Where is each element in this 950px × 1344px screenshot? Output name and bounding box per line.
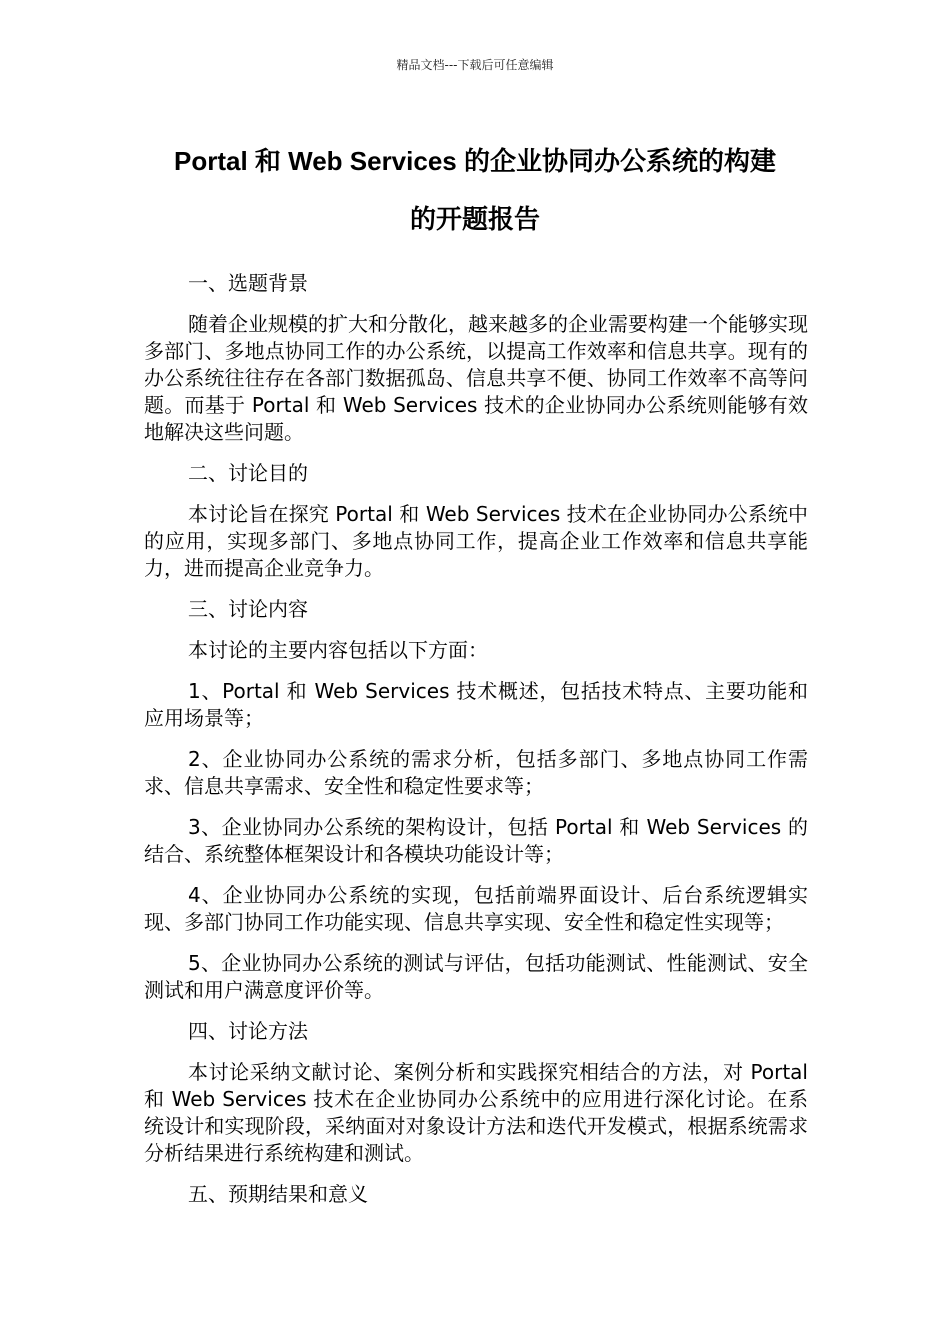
- section-heading-background: 一、选题背景: [188, 271, 308, 295]
- content-intro-paragraph: 本讨论的主要内容包括以下方面：: [188, 638, 488, 662]
- section-heading-content: 三、讨论内容: [188, 597, 308, 621]
- title-line-2: 的开题报告: [409, 204, 540, 234]
- title-line-1: Portal 和 Web Services 的企业协同办公系统的构建: [174, 146, 776, 176]
- content-list-item-2: 2、企业协同办公系统的需求分析，包括多部门、多地点协同工作需求、信息共享需求、安全性和稳定性要求等；: [144, 747, 808, 798]
- method-paragraph: 本讨论采纳文献讨论、案例分析和实践探究相结合的方法，对 Portal 和 Web Services 技术在企业协同办公系统中的应用进行深化讨论。在系统设计和实现阶段，采纳面对对象设计方法和迭代开发模式，根据系统需求分析结果进行系统构建和测试。: [144, 1060, 808, 1165]
- page-header-watermark: 精品文档---下载后可任意编辑: [396, 58, 554, 72]
- content-list-item-3: 3、企业协同办公系统的架构设计，包括 Portal 和 Web Services 的结合、系统整体框架设计和各模块功能设计等；: [144, 815, 808, 866]
- document-body: [144, 270, 808, 1222]
- document-title: [130, 132, 820, 248]
- background-paragraph: 随着企业规模的扩大和分散化，越来越多的企业需要构建一个能够实现多部门、多地点协同工作的办公系统，以提高工作效率和信息共享。现有的办公系统往往存在各部门数据孤岛、信息共享不便、协同工作效率不高等问题。而基于 Portal 和 Web Services 技术的企业协同办公系统则能够有效地解决这些问题。: [144, 312, 808, 444]
- content-list-item-5: 5、企业协同办公系统的测试与评估，包括功能测试、性能测试、安全测试和用户满意度评价等。: [144, 951, 808, 1002]
- section-heading-method: 四、讨论方法: [188, 1019, 308, 1043]
- content-list-item-1: 1、Portal 和 Web Services 技术概述，包括技术特点、主要功能和应用场景等；: [144, 679, 808, 730]
- section-heading-expected-results: 五、预期结果和意义: [188, 1182, 368, 1206]
- section-heading-purpose: 二、讨论目的: [188, 461, 308, 485]
- content-list-item-4: 4、企业协同办公系统的实现，包括前端界面设计、后台系统逻辑实现、多部门协同工作功能实现、信息共享实现、安全性和稳定性实现等；: [144, 883, 808, 934]
- purpose-paragraph: 本讨论旨在探究 Portal 和 Web Services 技术在企业协同办公系统中的应用，实现多部门、多地点协同工作，提高企业工作效率和信息共享能力，进而提高企业竞争力。: [144, 502, 808, 580]
